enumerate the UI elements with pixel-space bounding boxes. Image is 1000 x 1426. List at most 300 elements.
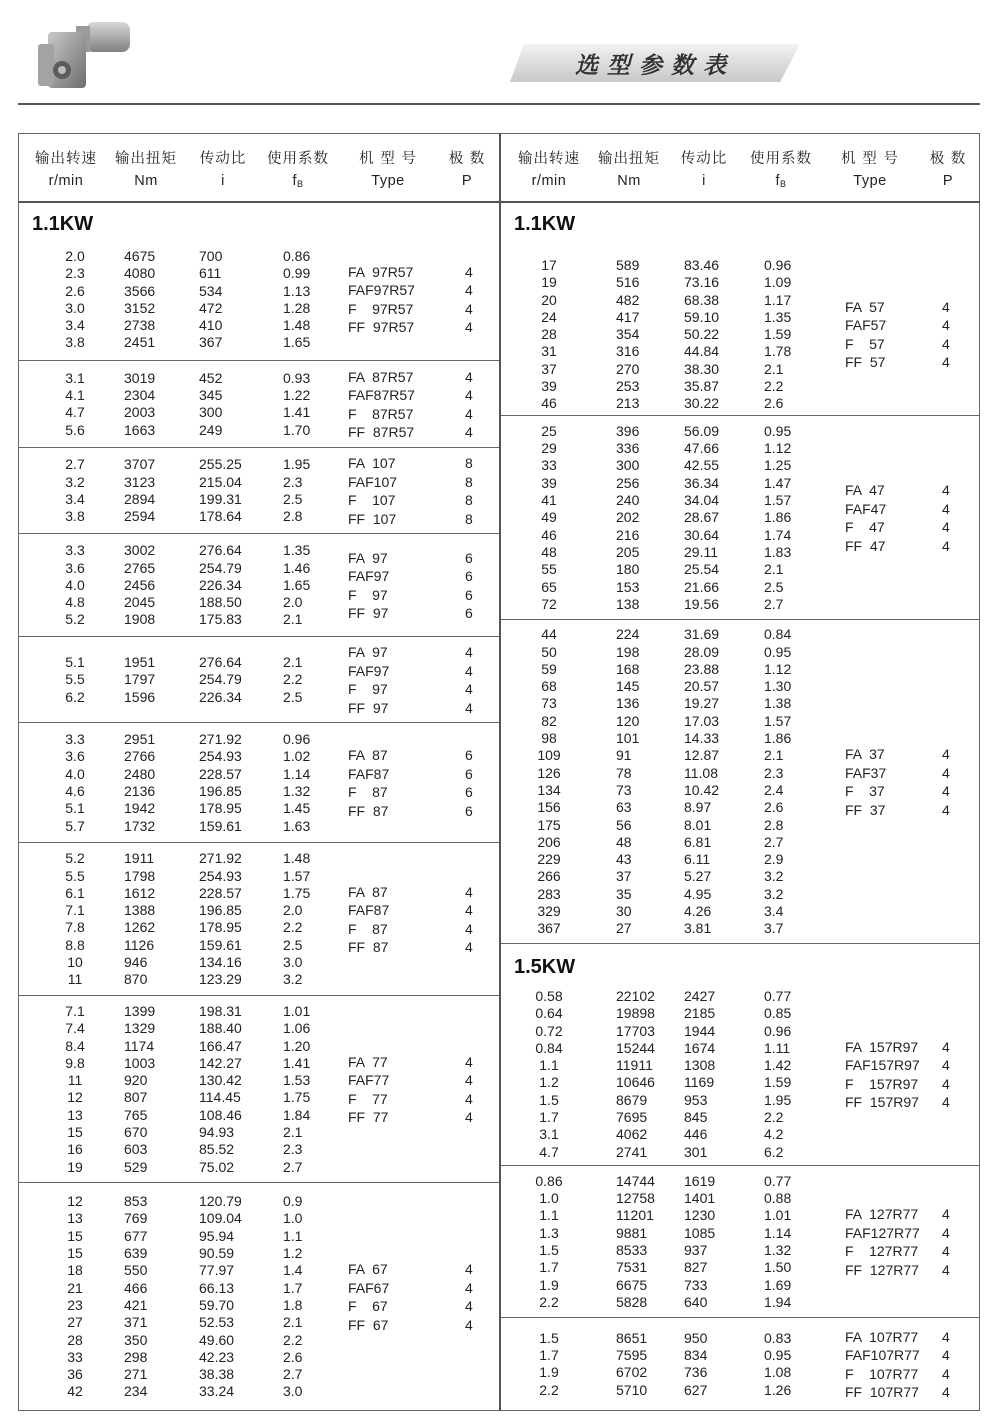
table-row [501,274,980,291]
torque-cell: 270 [616,360,640,377]
speed-cell: 5.5 [65,867,85,884]
table-row [501,440,980,457]
speed-cell: 1.1 [539,1207,559,1224]
right-header-rule [501,201,980,203]
ratio-cell: 226.34 [199,576,242,593]
model-row [501,1242,980,1261]
header-en-3: fB [292,173,304,189]
ratio-cell: 4.95 [684,885,712,902]
pole-count: 4 [942,1206,950,1222]
model-type: F 157R97 [845,1075,919,1092]
speed-cell: 367 [537,920,561,937]
torque-cell: 271 [124,1366,148,1383]
speed-cell: 39 [541,378,557,395]
factor-cell: 1.25 [764,457,792,474]
speed-cell: 229 [537,851,561,868]
model-type: FAF87 [348,902,390,918]
factor-cell: 1.57 [764,492,792,509]
header-cn-1: 输出扭矩 [598,151,660,167]
factor-cell: 1.35 [283,542,311,559]
pole-count: 4 [465,282,473,299]
ratio-cell: 1308 [684,1057,716,1074]
model-type: FA 97R57 [348,263,414,280]
speed-cell: 23 [67,1296,83,1313]
factor-cell: 1.69 [764,1276,792,1293]
ratio-cell: 34.04 [684,492,720,509]
torque-cell: 2480 [124,765,156,782]
speed-cell: 1.9 [539,1276,559,1293]
pole-count: 4 [942,1075,950,1092]
pole-count: 4 [942,317,950,334]
speed-cell: 5.6 [65,421,85,438]
header-divider [18,103,980,105]
ratio-cell: 640 [684,1293,708,1310]
factor-cell: 3.0 [283,1383,303,1400]
torque-cell: 10646 [616,1074,655,1091]
model-row [18,1071,499,1090]
speed-cell: 42 [67,1383,83,1400]
torque-cell: 153 [616,578,640,595]
speed-cell: 4.7 [539,1143,559,1160]
speed-cell: 68 [541,678,557,695]
page-title: 选型参数表 [575,52,735,79]
pole-count: 4 [942,1094,950,1110]
torque-cell: 529 [124,1158,148,1175]
factor-cell: 1.57 [764,712,792,729]
torque-cell: 145 [616,678,640,695]
model-row [18,604,499,623]
speed-cell: 15 [67,1124,83,1141]
table-row [18,850,499,867]
speed-cell: 1.7 [539,1347,559,1364]
speed-cell: 4.1 [65,387,85,404]
torque-cell: 482 [616,291,640,308]
pole-count: 6 [465,747,473,763]
pole-count: 4 [942,1038,950,1055]
table-row [501,661,980,678]
factor-cell: 2.2 [283,919,303,936]
torque-cell: 2765 [124,559,156,576]
torque-cell: 1388 [124,902,156,919]
speed-cell: 3.8 [65,334,85,351]
factor-cell: 1.2 [283,1245,303,1262]
torque-cell: 807 [124,1089,148,1106]
model-type: FAF157R97 [845,1057,920,1073]
table-row [501,579,980,596]
torque-cell: 12758 [616,1190,655,1207]
factor-cell: 1.22 [283,387,311,404]
speed-cell: 134 [537,781,561,798]
torque-cell: 15244 [616,1039,655,1056]
model-row [501,1365,980,1384]
ratio-cell: 301 [684,1143,708,1160]
pole-count: 8 [465,510,473,527]
speed-cell: 2.6 [65,282,85,299]
torque-cell: 3019 [124,369,156,386]
header-en-5: P [942,173,954,189]
speed-cell: 2.0 [65,248,85,264]
speed-cell: 37 [541,360,557,377]
table-row [18,1124,499,1141]
ratio-cell: 178.95 [199,800,242,817]
factor-cell: 0.83 [764,1329,792,1346]
pole-count: 4 [942,783,950,799]
torque-cell: 180 [616,561,640,578]
factor-cell: 1.01 [283,1003,311,1019]
ratio-cell: 271.92 [199,731,242,748]
model-row [501,745,980,764]
model-row [18,765,499,784]
torque-cell: 2451 [124,334,156,351]
ratio-cell: 36.34 [684,474,720,491]
ratio-cell: 300 [199,404,223,421]
ratio-cell: 950 [684,1329,708,1346]
pole-count: 8 [465,473,473,490]
ratio-cell: 23.88 [684,660,720,677]
speed-cell: 3.6 [65,748,85,765]
ratio-cell: 199.31 [199,490,242,507]
speed-cell: 18 [67,1262,83,1279]
torque-cell: 3123 [124,473,156,490]
speed-cell: 109 [537,747,561,764]
table-row [501,903,980,920]
ratio-cell: 108.46 [199,1106,242,1123]
ratio-cell: 85.52 [199,1141,235,1158]
ratio-cell: 109.04 [199,1210,242,1227]
ratio-cell: 90.59 [199,1245,235,1262]
pole-count: 4 [942,482,950,498]
header-cn-1: 输出扭矩 [115,151,177,167]
model-row [18,405,499,424]
torque-cell: 2951 [124,731,156,748]
speed-cell: 13 [67,1210,83,1227]
speed-cell: 206 [537,833,561,850]
torque-cell: 1003 [124,1054,156,1071]
torque-cell: 73 [616,781,632,798]
speed-cell: 3.8 [65,508,85,525]
factor-cell: 2.2 [764,1109,784,1126]
table-row [501,395,980,412]
ratio-cell: 452 [199,369,223,386]
factor-cell: 0.95 [764,422,792,439]
ratio-cell: 56.09 [684,422,720,439]
factor-cell: 1.11 [764,1039,791,1056]
torque-cell: 298 [124,1348,148,1365]
selection-group [18,448,499,534]
ratio-cell: 254.79 [199,559,242,576]
table-row [18,1141,499,1158]
pole-count: 4 [942,298,950,315]
table-row [18,1193,499,1210]
selection-group [501,248,980,416]
factor-cell: 2.1 [764,561,784,578]
model-row [18,281,499,300]
speed-cell: 3.1 [539,1126,559,1143]
pole-count: 4 [465,319,473,336]
ratio-cell: 627 [684,1381,708,1398]
pole-count: 4 [942,519,950,535]
power-heading: 1.5KW [514,956,576,978]
factor-cell: 2.7 [764,833,784,850]
factor-cell: 2.8 [283,508,303,525]
pole-count: 4 [942,335,950,352]
torque-cell: 5828 [616,1293,648,1310]
speed-cell: 8.4 [65,1037,85,1054]
table-row [18,1349,499,1366]
model-row [501,801,980,820]
speed-cell: 3.3 [65,731,85,748]
torque-cell: 670 [124,1124,148,1141]
speed-cell: 48 [541,543,557,560]
torque-cell: 2003 [124,404,156,421]
factor-cell: 3.7 [764,920,784,937]
model-row [18,368,499,387]
speed-cell: 6.2 [65,688,85,705]
ratio-cell: 10.42 [684,781,720,798]
model-type: FAF97R57 [348,282,415,299]
ratio-cell: 14.33 [684,730,720,747]
torque-cell: 2456 [124,576,156,593]
pole-count: 4 [465,1053,473,1070]
factor-cell: 1.8 [283,1296,303,1313]
speed-cell: 5.1 [65,800,85,817]
factor-cell: 2.5 [283,936,303,953]
table-row [18,1228,499,1245]
model-row [18,1316,499,1335]
torque-cell: 316 [616,343,640,360]
speed-cell: 11 [67,1072,83,1089]
table-row [501,851,980,868]
ratio-cell: 1085 [684,1224,716,1241]
model-row [18,473,499,492]
model-type: FAF67 [348,1279,390,1296]
ratio-cell: 1674 [684,1039,716,1056]
model-type: FA 97 [348,549,388,566]
model-type: FAF107R77 [845,1347,920,1363]
torque-cell: 396 [616,422,640,439]
torque-cell: 516 [616,274,640,291]
pole-count: 4 [465,1072,473,1088]
speed-cell: 24 [541,308,557,325]
pole-count: 4 [465,1279,473,1296]
header-cn-4: 机 型 号 [841,151,899,167]
torque-cell: 421 [124,1296,148,1313]
model-row [18,1053,499,1072]
factor-cell: 2.2 [764,378,784,395]
factor-cell: 0.88 [764,1190,792,1207]
factor-cell: 2.1 [764,360,784,377]
model-type: FF 107 [348,510,397,527]
torque-cell: 7531 [616,1259,648,1276]
model-type: FAF97 [348,568,390,584]
model-row [18,423,499,442]
speed-cell: 17 [541,257,557,273]
ratio-cell: 276.64 [199,654,242,671]
table-row [18,1159,499,1176]
table-row [501,378,980,395]
speed-cell: 33 [67,1348,83,1365]
factor-cell: 1.47 [764,474,792,491]
torque-cell: 2045 [124,594,156,611]
torque-cell: 56 [616,816,632,833]
factor-cell: 0.96 [764,257,792,273]
torque-cell: 1612 [124,884,156,901]
model-row [501,500,980,519]
ratio-cell: 33.24 [199,1383,235,1400]
torque-cell: 213 [616,395,640,412]
model-type: FA 107R77 [845,1328,919,1345]
model-type: FF 57 [845,354,886,371]
model-row [501,1346,980,1365]
pole-count: 4 [942,1261,950,1278]
speed-cell: 266 [537,868,561,885]
torque-cell: 8533 [616,1241,648,1258]
torque-cell: 11911 [616,1057,653,1074]
factor-cell: 2.1 [283,611,303,628]
table-row [501,678,980,695]
table-row [501,1173,980,1190]
torque-cell: 4062 [616,1126,648,1143]
ratio-cell: 345 [199,387,223,404]
factor-cell: 1.14 [283,765,311,782]
factor-cell: 1.38 [764,695,792,712]
pole-count: 4 [942,537,950,554]
factor-cell: 0.95 [764,643,792,660]
pole-count: 6 [465,802,473,819]
torque-cell: 1174 [124,1037,155,1054]
torque-cell: 1262 [124,919,156,936]
torque-cell: 22102 [616,988,655,1004]
speed-cell: 1.5 [539,1241,559,1258]
torque-cell: 7595 [616,1347,648,1364]
model-row [18,1279,499,1298]
speed-cell: 36 [67,1366,83,1383]
ratio-cell: 38.30 [684,360,720,377]
speed-cell: 20 [541,291,557,308]
speed-cell: 55 [541,561,557,578]
header-en-2: i [221,173,225,189]
column-header [18,133,499,201]
table-row [501,1144,980,1161]
factor-cell: 2.0 [283,594,303,611]
selection-group [501,416,980,620]
speed-cell: 2.3 [65,265,85,282]
ratio-cell: 73.16 [684,274,720,291]
model-type: FF 157R97 [845,1094,919,1110]
torque-cell: 920 [124,1072,148,1089]
table-row [18,334,499,351]
speed-cell: 65 [541,578,557,595]
torque-cell: 2766 [124,748,156,765]
speed-cell: 2.2 [539,1293,559,1310]
torque-cell: 946 [124,954,148,971]
ratio-cell: 17.03 [684,712,720,729]
power-heading: 1.1KW [514,213,576,235]
factor-cell: 2.5 [764,578,784,595]
factor-cell: 1.01 [764,1207,792,1224]
speed-cell: 2.2 [539,1381,559,1398]
model-row [18,920,499,939]
factor-cell: 1.48 [283,317,311,334]
model-row [501,1261,980,1280]
factor-cell: 0.99 [283,265,311,282]
speed-cell: 41 [541,492,557,509]
model-row [18,901,499,920]
model-row [501,335,980,354]
ratio-cell: 50.22 [684,326,720,343]
torque-cell: 101 [616,730,640,747]
model-type: FA 47 [845,482,885,498]
ratio-cell: 159.61 [199,936,242,953]
factor-cell: 2.7 [283,1158,303,1175]
pole-count: 4 [465,883,473,900]
pole-count: 6 [465,568,473,584]
model-type: FA 67 [348,1261,388,1277]
model-row [18,1090,499,1109]
ratio-cell: 130.42 [199,1072,242,1089]
ratio-cell: 228.57 [199,884,242,901]
pole-count: 4 [465,902,473,918]
header-en-5: P [461,173,473,189]
model-type: FA 97 [348,644,388,660]
model-row [18,643,499,662]
factor-cell: 1.12 [764,660,792,677]
ratio-cell: 611 [199,265,222,282]
factor-cell: 1.83 [764,543,792,560]
model-type: F 47 [845,519,885,535]
speed-cell: 1.3 [539,1224,559,1241]
torque-cell: 8679 [616,1091,648,1108]
ratio-cell: 66.13 [199,1279,235,1296]
torque-cell: 2136 [124,782,156,799]
factor-cell: 1.1 [283,1227,303,1244]
factor-cell: 1.84 [283,1106,311,1123]
selection-group [18,637,499,723]
ratio-cell: 47.66 [684,440,720,457]
ratio-cell: 114.45 [199,1089,241,1106]
torque-cell: 603 [124,1141,148,1158]
pole-count: 4 [465,644,473,660]
ratio-cell: 12.87 [684,747,720,764]
model-type: F 97R57 [348,300,414,317]
ratio-cell: 226.34 [199,688,242,705]
model-type: FAF57 [845,317,887,334]
factor-cell: 1.95 [283,456,311,473]
factor-cell: 0.93 [283,369,311,386]
speed-cell: 72 [541,595,557,612]
ratio-cell: 1401 [684,1190,716,1207]
torque-cell: 550 [124,1262,148,1279]
factor-cell: 0.86 [283,248,311,264]
model-row [18,802,499,821]
pole-count: 4 [942,500,950,517]
table-row [18,971,499,988]
torque-cell: 138 [616,595,640,612]
pole-count: 4 [942,1347,950,1363]
factor-cell: 1.7 [283,1279,303,1296]
factor-cell: 1.94 [764,1293,792,1310]
speed-cell: 1.0 [539,1190,559,1207]
table-row [18,1020,499,1037]
header-cn-0: 输出转速 [518,151,580,167]
header-cn-4: 机 型 号 [359,151,417,167]
factor-cell: 1.41 [283,404,311,421]
ratio-cell: 700 [199,248,223,264]
model-type: FAF87R57 [348,387,415,403]
factor-cell: 1.53 [283,1072,311,1089]
model-row [18,938,499,957]
speed-cell: 21 [67,1279,83,1296]
